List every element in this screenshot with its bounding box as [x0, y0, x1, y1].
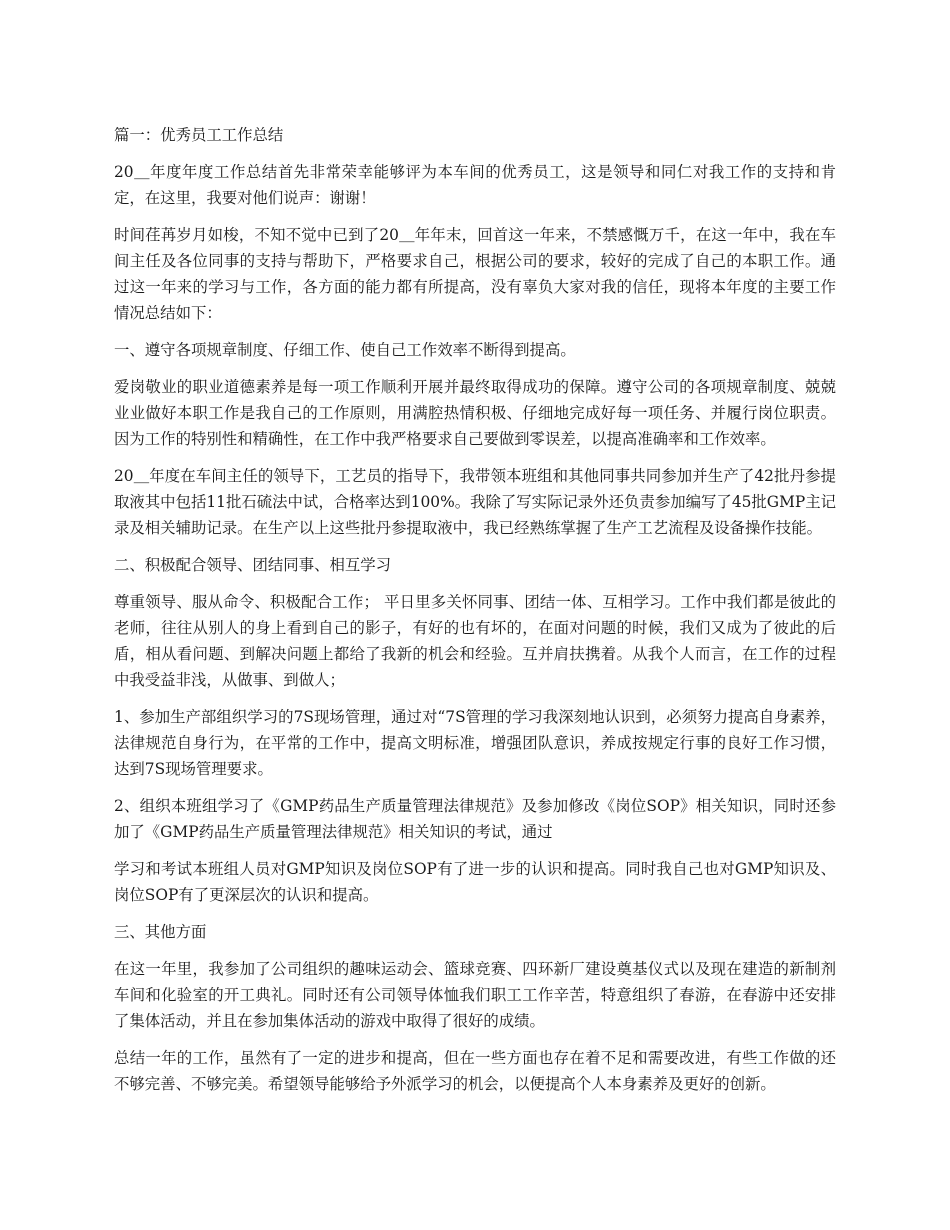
paragraph-intro: 20＿年度年度工作总结首先非常荣幸能够评为本车间的优秀员工，这是领导和同仁对我工作的支持和肯定，在这里，我要对他们说声：谢谢！ — [114, 163, 836, 207]
section-heading-1: 一、遵守各项规章制度、仔细工作、使自己工作效率不断得到提高。 — [114, 341, 576, 359]
paragraph-work-ethic: 爱岗敬业的职业道德素养是每一项工作顺利开展并最终取得成功的保障。遵守公司的各项规章制度、兢兢业业做好本职工作是我自己的工作原则，用满腔热情积极、仔细地完成好每一项任务、并履行岗位职责。因为工作的特别性和精确性，在工作中我严格要求自己要做到零误差，以提高准确率和工作效率。 — [114, 378, 836, 448]
section-heading-2: 二、积极配合领导、团结同事、相互学习 — [114, 556, 392, 574]
paragraph-conclusion: 总结一年的工作，虽然有了一定的进步和提高，但在一些方面也存在着不足和需要改进，有些工作做的还不够完善、不够完美。希望领导能够给予外派学习的机会，以便提高个人本身素养及更好的创新。 — [114, 1049, 836, 1093]
list-item-gmp: 2、组织本班组学习了《GMP药品生产质量管理法律规范》及参加修改《岗位SOP》相关知识，同时还参加了《GMP药品生产质量管理法律规范》相关知识的考试，通过 — [114, 797, 836, 841]
section-heading-3: 三、其他方面 — [114, 923, 207, 941]
document-body — [114, 122, 836, 1108]
document-title: 篇一：优秀员工工作总结 — [114, 126, 284, 144]
paragraph-review: 时间荏苒岁月如梭，不知不觉中已到了20＿年年末，回首这一年来，不禁感慨万千，在这一年中，我在车间主任及各位同事的支持与帮助下，严格要求自己，根据公司的要求，较好的完成了自己的本职工作。通过这一年来的学习与工作，各方面的能力都有所提高，没有辜负大家对我的信任，现将本年度的主要工作情况总结如下： — [114, 226, 836, 322]
paragraph-activities: 在这一年里，我参加了公司组织的趣味运动会、篮球竞赛、四环新厂建设奠基仪式以及现在建造的新制剂车间和化验室的开工典礼。同时还有公司领导体恤我们职工工作辛苦，特意组织了春游，在春游中还安排了集体活动，并且在参加集体活动的游戏中取得了很好的成绩。 — [114, 960, 836, 1030]
paragraph-teamwork: 尊重领导、服从命令、积极配合工作； 平日里多关怀同事、团结一体、互相学习。工作中我们都是彼此的老师，往往从别人的身上看到自己的影子，有好的也有坏的，在面对问题的时候，我们又成为了彼此的后盾，相从看问题、到解决问题上都给了我新的机会和经验。互并肩扶携着。从我个人而言，在工作的过程中我受益非浅，从做事、到做人； — [114, 593, 836, 689]
paragraph-gmp-continued: 学习和考试本班组人员对GMP知识及岗位SOP有了进一步的认识和提高。同时我自己也对GMP知识及、岗位SOP有了更深层次的认识和提高。 — [114, 860, 836, 904]
list-item-7s: 1、参加生产部组织学习的7S现场管理，通过对“7S管理的学习我深刻地认识到，必须努力提高自身素养，法律规范自身行为，在平常的工作中，提高文明标准，增强团队意识，养成按规定行事的良好工作习惯，达到7S现场管理要求。 — [114, 708, 836, 778]
paragraph-production: 20＿年度在车间主任的领导下，工艺员的指导下，我带领本班组和其他同事共同参加并生产了42批丹参提取液其中包括11批石硫法中试，合格率达到100%。我除了写实际记录外还负责参加编写了45批GMP主记录及相关辅助记录。在生产以上这些批丹参提取液中，我已经熟练掌握了生产工艺流程及设备操作技能。 — [114, 467, 836, 537]
